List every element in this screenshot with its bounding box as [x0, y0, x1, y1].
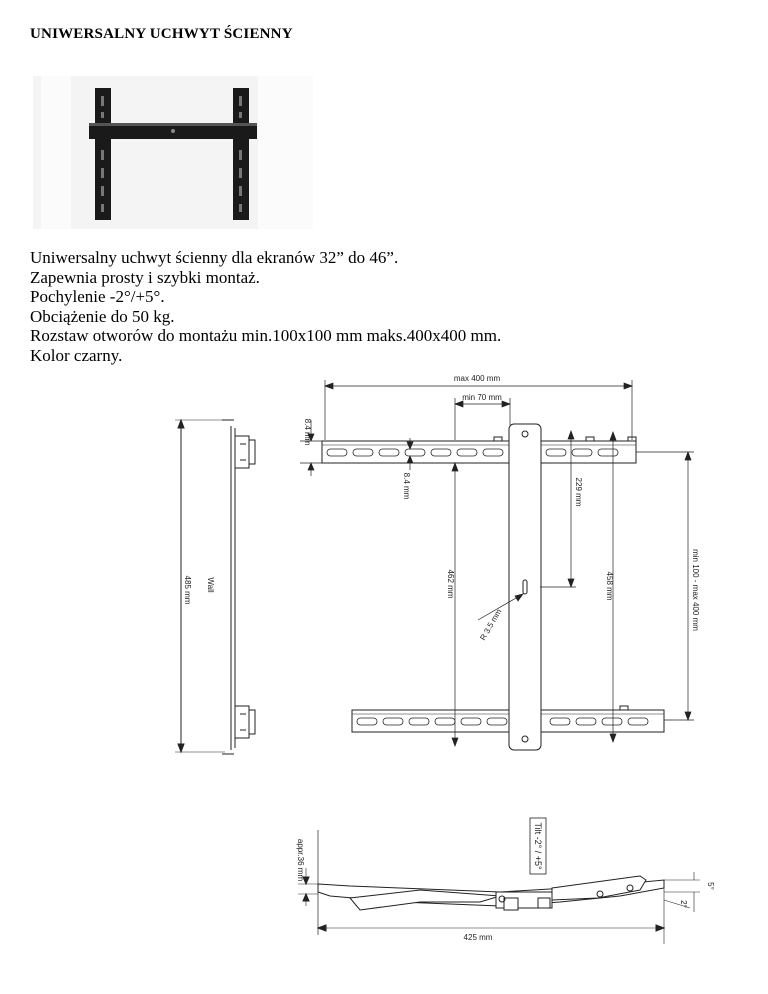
- description-line: Obciążenie do 50 kg.: [30, 306, 175, 326]
- description-line: Rozstaw otworów do montażu min.100x100 mm maks.400x400 mm.: [30, 326, 502, 345]
- angle-5: 5°: [706, 882, 715, 890]
- dim-458: 458 mm: [605, 571, 614, 601]
- dim-min-70: min 70 mm: [462, 393, 502, 402]
- dim-229: 229 mm: [574, 477, 583, 507]
- dim-depth: appr.36 mm: [296, 838, 305, 882]
- description-line: Zapewnia prosty i szybki montaż.: [30, 267, 260, 287]
- dim-462: 462 mm: [446, 569, 455, 599]
- wall-label: Wall: [206, 577, 215, 593]
- dim-max-400: max 400 mm: [453, 374, 501, 383]
- dim-vertical-range: min 100 - max 400 mm: [691, 549, 700, 631]
- angle-2: 2°: [679, 900, 688, 908]
- description-line: Kolor czarny.: [30, 345, 123, 365]
- dim-side-height: 485 mm: [183, 575, 192, 605]
- dim-radius: R 3.5 mm: [478, 607, 504, 643]
- tilt-label: Tilt -2° / +5°: [533, 822, 543, 870]
- dim-length: 425 mm: [463, 933, 493, 942]
- front-dimensions: [300, 380, 694, 746]
- dim-thickness-top: 8.4 mm: [303, 418, 312, 446]
- profile-view: [298, 818, 700, 944]
- description-line: Uniwersalny uchwyt ścienny dla ekranów 32” do 46”.: [30, 248, 399, 267]
- description-line: Pochylenie -2°/+5°.: [30, 287, 165, 306]
- dim-thickness-rail: 8.4 mm: [402, 472, 411, 500]
- document-title: UNIWERSALNY UCHWYT ŚCIENNY: [30, 26, 293, 42]
